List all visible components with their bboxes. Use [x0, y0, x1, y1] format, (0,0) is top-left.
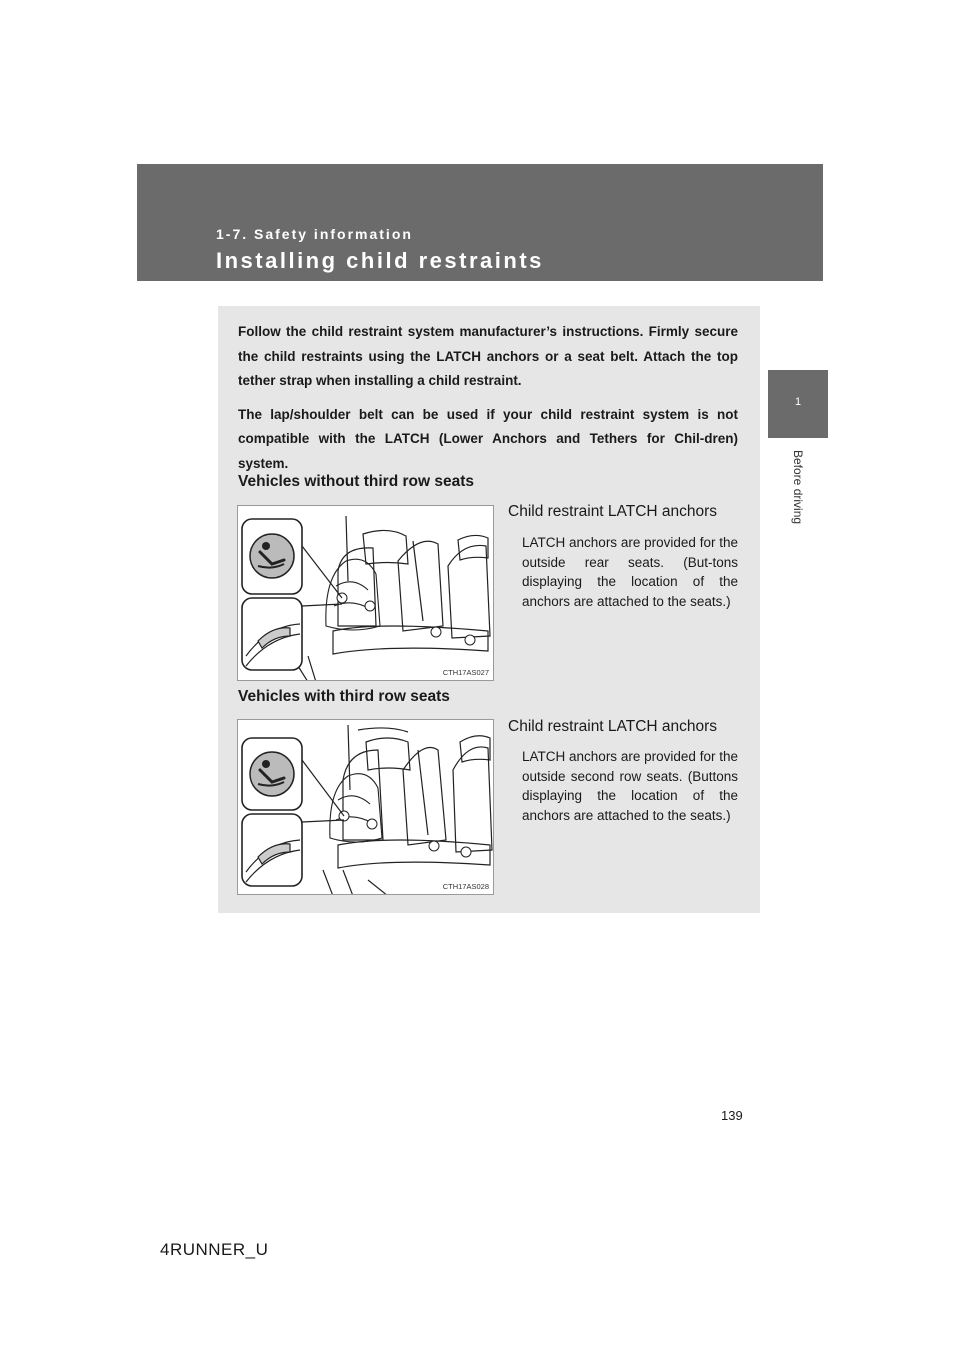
seat-illustration [238, 720, 494, 895]
seat-illustration [238, 506, 494, 681]
chapter-label [773, 450, 823, 560]
chapter-tab [768, 370, 828, 438]
footer-doc-code: 4RUNNER_U [160, 1240, 269, 1259]
intro-paragraph-2: The lap/shoulder belt can be used if your child restraint system is not compatible with the LATCH (Lower Anchors and Tethers for Chil-dren) system. [238, 406, 738, 471]
figure-code: CTH17AS028 [442, 882, 489, 891]
page-title: Installing child restraints [216, 248, 544, 273]
figure-code: CTH17AS027 [442, 668, 489, 677]
chapter-number: 1 [794, 396, 802, 408]
item-title-1: Child restraint LATCH anchors [508, 503, 718, 520]
child-seat-symbol-icon [250, 752, 294, 796]
figure-no-third-row [237, 505, 494, 681]
child-seat-symbol-icon [250, 534, 294, 578]
item-description-2: LATCH anchors are provided for the outside second row seats. (Buttons displaying the location of the anchors are attached to the seats.) [522, 749, 738, 823]
content-box [218, 306, 760, 913]
chapter-label-text: Before driving [791, 450, 805, 525]
page-number: 139 [721, 1108, 743, 1123]
section-heading-third-row: Vehicles with third row seats [238, 688, 450, 705]
intro-text [238, 320, 738, 485]
section-heading-no-third-row: Vehicles without third row seats [238, 473, 474, 490]
section-label: 1-7. Safety information [216, 226, 413, 242]
figure-third-row [237, 719, 494, 895]
item-description-1: LATCH anchors are provided for the outside rear seats. (But-tons displaying the location of the anchors are attached to the seats.) [522, 535, 738, 609]
intro-paragraph-1: Follow the child restraint system manufacturer’s instructions. Firmly secure the child restraints using the LATCH anchors or a seat belt. Attach the top tether strap when installing a child restraint. [238, 324, 738, 388]
header-band [137, 164, 823, 281]
item-title-2: Child restraint LATCH anchors [508, 718, 718, 735]
